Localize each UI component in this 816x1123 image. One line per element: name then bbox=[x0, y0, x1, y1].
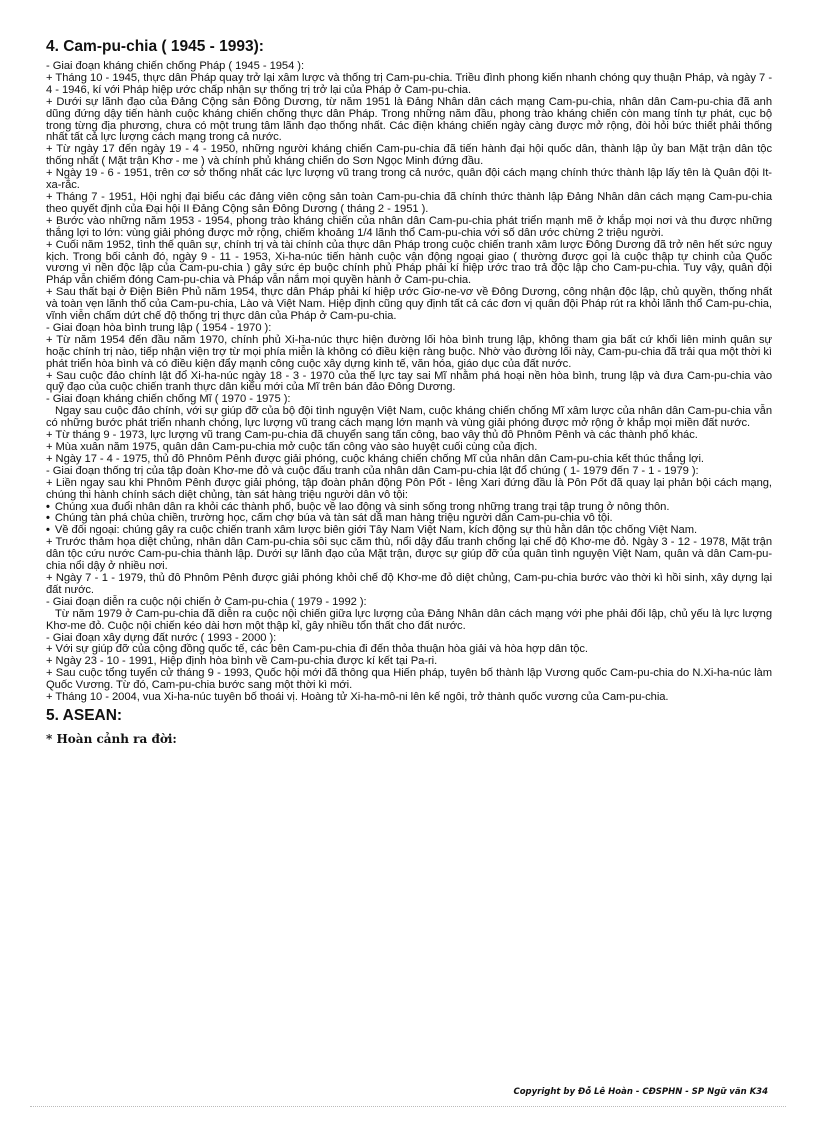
section-title-asean: 5. ASEAN: bbox=[46, 706, 123, 724]
paragraph: + Cuối năm 1952, tình thế quân sự, chính trị và tài chính của thực dân Pháp trong cuộc chiến tranh xâm lược Đông Dương đã trở nên hết sức nguy kịch. Trong bối cảnh đó, ngày 9 - 11 - 1953, Xi-ha-núc tiến hành cuộc vận động ngoại giao ( thường được gọi là cuộc thập tự chinh của Quốc vương vì nền độc lập của Cam-pu-chia ) gây sức ép buộc chính phủ Pháp phải kí hiệp ước trao trả độc lập cho Cam-pu-chia. Tuy vậy, quân đội Pháp vẫn chiếm đóng Cam-pu-chia và Pháp vẫn nắm mọi quyền hành ở Cam-pu-chia. bbox=[46, 238, 772, 287]
subheading: * Hoàn cảnh ra đời: bbox=[46, 731, 177, 746]
paragraph: + Bước vào những năm 1953 - 1954, phong trào kháng chiến của nhân dân Cam-pu-chia phát triển mạnh mẽ ở khắp mọi nơi và thu được những thắng lợi to lớn: vùng giải phóng được mở rộng, chiếm khoảng 1/4 lãnh thổ Cam-pu-chia với số dân ước chừng 2 triệu người. bbox=[46, 214, 772, 239]
paragraph: - Giai đoạn kháng chiến chống Mĩ ( 1970 - 1975 ): bbox=[46, 393, 291, 406]
paragraph: + Ngày 17 - 4 - 1975, thủ đô Phnôm Pênh được giải phóng, cuộc kháng chiến chống Mĩ của nhân dân Cam-pu-chia kết thúc thắng lợi. bbox=[46, 452, 704, 465]
paragraph: + Liền ngay sau khi Phnôm Pênh được giải phóng, tập đoàn phản động Pôn Pốt - Iêng Xari đứng đầu là Pôn Pốt đã quay lại phản bội cách mạng, chúng thi hành chính sách diệt chủng, tàn sát hàng triệu người dân vô tội: bbox=[46, 476, 772, 501]
paragraph: + Ngày 23 - 10 - 1991, Hiệp định hòa bình về Cam-pu-chia được kí kết tại Pa-ri. bbox=[46, 655, 438, 668]
paragraph: + Ngày 7 - 1 - 1979, thủ đô Phnôm Pênh được giải phóng khỏi chế độ Khơ-me đỏ diệt chủng, Cam-pu-chia bước vào thời kì hồi sinh, xây dựng lại đất nước. bbox=[46, 571, 772, 596]
paragraph: + Sau thất bại ở Điện Biên Phủ năm 1954, thực dân Pháp phải kí hiệp ước Giơ-ne-vơ về Đông Dương, công nhận độc lập, chủ quyền, thống nhất và toàn vẹn lãnh thổ của Cam-pu-chia, Lào và Việt Nam. Hiệp định cũng quy định tất cả các đơn vị quân đội Pháp rút ra khỏi lãnh thổ Cam-pu-chia, vĩnh viễn chấm dứt chế độ thống trị thực dân của Pháp ở Cam-pu-chia. bbox=[46, 286, 772, 323]
paragraph: Ngay sau cuộc đảo chính, với sự giúp đỡ của bộ đội tình nguyện Việt Nam, cuộc kháng chiến chống Mĩ xâm lược của nhân dân Cam-pu-chia vẫn có những bước phát triển nhanh chóng, lực lượng vũ trang cách mạng lớn mạnh và vùng giải phóng được mở rộng ở khắp mọi miền đất nước. bbox=[46, 405, 772, 430]
paragraph: - Giai đoạn hòa bình trung lập ( 1954 - 1970 ): bbox=[46, 321, 272, 334]
bullet-item: • Chúng xua đuổi nhân dân ra khỏi các thành phố, buộc về lao động và sinh sống trong những trang trại tập trung ở nông thôn. bbox=[46, 502, 772, 514]
paragraph: + Dưới sự lãnh đạo của Đảng Cộng sản Đông Dương, từ năm 1951 là Đảng Nhân dân cách mạng Cam-pu-chia, nhân dân Cam-pu-chia đã anh dũng đứng dậy tiến hành cuộc kháng chiến chống thực dân Pháp. Trong những năm đầu, phong trào kháng chiến còn mang tính tự phát, cục bộ trong từng địa phương, chưa có một trung tâm lãnh đạo thống nhất. Các điện kháng chiến ngày càng được mở rộng, đòi hỏi bức thiết phải thống nhất tất cả lực lượng cách mạng trong cả nước. bbox=[46, 95, 772, 144]
paragraph: + Tháng 7 - 1951, Hội nghị đại biểu các đảng viên cộng sản toàn Cam-pu-chia đã chính thức thành lập Đảng Nhân dân cách mạng Cam-pu-chia theo quyết định của Đại hội II Đảng Cộng sản Đông Dương ( tháng 2 - 1951 ). bbox=[46, 190, 772, 215]
section-body bbox=[46, 61, 772, 704]
bullet-item: • Chúng tàn phá chùa chiền, trường học, cấm chợ búa và tàn sát dã man hàng triệu người dân Cam-pu-chia vô tội. bbox=[46, 513, 772, 525]
paragraph: - Giai đoạn thống trị của tập đoàn Khơ-me đỏ và cuộc đấu tranh của nhân dân Cam-pu-chia lật đổ chúng ( 1- 1979 đến 7 - 1 - 1979 ): bbox=[46, 464, 699, 477]
paragraph: + Từ năm 1954 đến đầu năm 1970, chính phủ Xi-ha-núc thực hiện đường lối hòa bình trung lập, không tham gia bất cứ khối liên minh quân sự hoặc chính trị nào, tiếp nhận viện trợ từ mọi phía miễn là không có điều kiện ràng buộc. Nhờ vào đường lối này, Cam-pu-chia đã trải qua một thời kì phát triển hòa bình và có điều kiện đẩy mạnh công cuộc xây dựng kinh tế, văn hóa, giáo dục của đất nước. bbox=[46, 333, 772, 370]
paragraph: - Giai đoạn diễn ra cuộc nội chiến ở Cam-pu-chia ( 1979 - 1992 ): bbox=[46, 595, 367, 608]
paragraph: + Trước thảm họa diệt chủng, nhân dân Cam-pu-chia sôi sục căm thù, nổi dậy đấu tranh chống lại chế độ Khơ-me đỏ. Ngày 3 - 12 - 1978, Mặt trận dân tộc cứu nước Cam-pu-chia thành lập. Dưới sự lãnh đạo của Mặt trận, được sự giúp đỡ của quân tình nguyện Việt Nam, quân và dân Cam-pu-chia nổi dậy ở nhiều nơi. bbox=[46, 536, 772, 573]
bullet-item: • Về đối ngoại: chúng gây ra cuộc chiến tranh xâm lược biên giới Tây Nam Việt Nam, kích động sự thù hằn dân tộc chống Việt Nam. bbox=[46, 525, 772, 537]
paragraph: + Tháng 10 - 1945, thực dân Pháp quay trở lại xâm lược và thống trị Cam-pu-chia. Triều đình phong kiến nhanh chóng quy thuận Pháp, và ngày 7 - 4 - 1946, kí với Pháp hiệp ước chấp nhận sự thống trị trở lại của Pháp ở Cam-pu-chia. bbox=[46, 71, 772, 96]
copyright-footer: Copyright by Đỗ Lê Hoàn - CĐSPHN - SP Ngữ văn K34 bbox=[513, 1087, 768, 1097]
paragraph: + Tháng 10 - 2004, vua Xi-ha-núc tuyên bố thoái vị. Hoàng tử Xi-ha-mô-ni lên kế ngôi, trở thành quốc vương của Cam-pu-chia. bbox=[46, 691, 669, 704]
page-bottom-rule bbox=[30, 1106, 786, 1107]
paragraph: - Giai đoạn kháng chiến chống Pháp ( 1945 - 1954 ): bbox=[46, 60, 305, 72]
paragraph: + Ngày 19 - 6 - 1951, trên cơ sở thống nhất các lực lượng vũ trang trong cả nước, quân đội cách mạng chính thức thành lập lấy tên là Quân đội It-xa-rắc. bbox=[46, 167, 772, 192]
paragraph: + Sau cuộc đảo chính lật đổ Xi-ha-núc ngày 18 - 3 - 1970 của thế lực tay sai Mĩ nhằm phá hoại nền hòa bình, trung lập và đưa Cam-pu-chia vào quỹ đạo của cuộc chiến tranh thực dân kiểu mới của Mĩ trên bán đảo Đông Dương. bbox=[46, 369, 772, 394]
paragraph: + Từ ngày 17 đến ngày 19 - 4 - 1950, những người kháng chiến Cam-pu-chia đã tiến hành đại hội quốc dân, thành lập ủy ban Mặt trận dân tộc thống nhất ( Mặt trận Khơ - me ) và chính phủ kháng chiến do Sơn Ngọc Minh đứng đầu. bbox=[46, 143, 772, 168]
paragraph: + Mùa xuân năm 1975, quân dân Cam-pu-chia mở cuộc tấn công vào sào huyệt cuối cùng của địch. bbox=[46, 441, 538, 453]
paragraph: + Sau cuộc tổng tuyển cử tháng 9 - 1993, Quốc hội mới đã thông qua Hiến pháp, tuyên bố thành lập Vương quốc Cam-pu-chia do N.Xi-ha-núc làm Quốc Vương. Từ đó, Cam-pu-chia bước sang một thời kì mới. bbox=[46, 667, 772, 692]
paragraph: + Với sự giúp đỡ của cộng đồng quốc tế, các bên Cam-pu-chia đi đến thỏa thuận hòa giải và hòa hợp dân tộc. bbox=[46, 643, 588, 656]
section-title: 4. Cam-pu-chia ( 1945 - 1993): bbox=[46, 38, 264, 55]
document-page bbox=[46, 38, 772, 746]
paragraph: Từ năm 1979 ở Cam-pu-chia đã diễn ra cuộc nội chiến giữa lực lượng của Đảng Nhân dân cách mạng với phe phải đối lập, chủ yếu là lực lượng Khơ-me đỏ. Cuộc nội chiến kéo dài hơn một thập kỉ, gây nhiều tổn thất cho đất nước. bbox=[46, 607, 772, 632]
paragraph: + Từ tháng 9 - 1973, lực lượng vũ trang Cam-pu-chia đã chuyển sang tấn công, bao vây thủ đô Phnôm Pênh và các thành phố khác. bbox=[46, 429, 698, 442]
paragraph: - Giai đoạn xây dựng đất nước ( 1993 - 2000 ): bbox=[46, 631, 277, 644]
